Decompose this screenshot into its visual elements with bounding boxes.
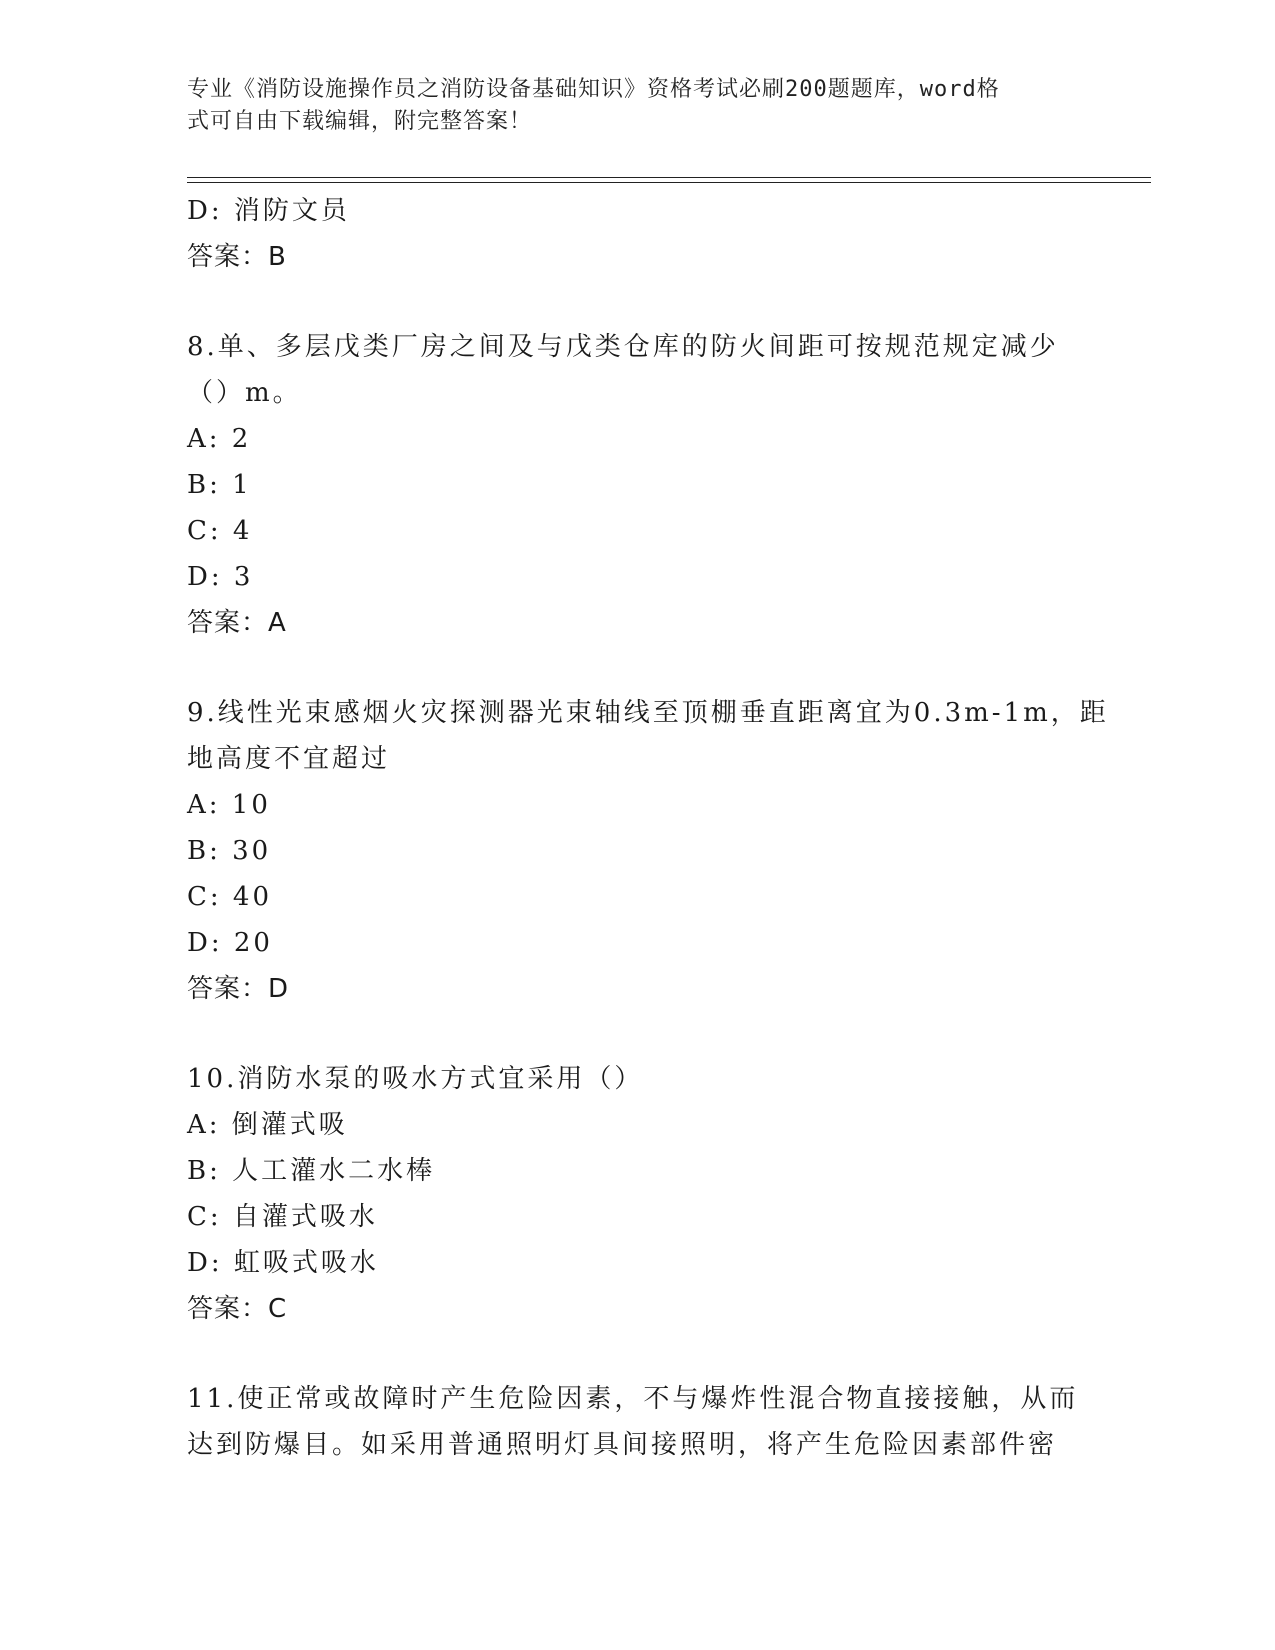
- question-11: [187, 1376, 1087, 1468]
- option-c: C: 40: [187, 882, 273, 912]
- option-a: A: 2: [187, 424, 252, 454]
- option-b: B: 30: [187, 836, 272, 866]
- question-text-line: 11.使正常或故障时产生危险因素，不与爆炸性混合物直接接触，从而: [187, 1384, 1079, 1414]
- question-text-line: 8.单、多层戊类厂房之间及与戊类仓库的防火间距可按规范规定减少: [187, 332, 1059, 362]
- option-c: C: 4: [187, 516, 253, 546]
- option-d: D: 虹吸式吸水: [187, 1248, 379, 1278]
- option-b: B: 1: [187, 470, 252, 500]
- header-divider-bottom: [187, 182, 1151, 183]
- question-text-line: 9.线性光束感烟火灾探测器光束轴线至顶棚垂直距离宜为0.3m-1m，距: [187, 698, 1109, 728]
- option-a: A: 倒灌式吸: [187, 1110, 348, 1140]
- answer: 答案：C: [187, 1294, 288, 1324]
- option-b: B: 人工灌水二水棒: [187, 1156, 436, 1186]
- question-list: [187, 188, 1109, 1468]
- option-a: A: 10: [187, 790, 271, 820]
- option-c: C: 自灌式吸水: [187, 1202, 378, 1232]
- question-text-line: （）m。: [187, 378, 302, 408]
- question-text-line: 10.消防水泵的吸水方式宜采用（）: [187, 1064, 644, 1094]
- option-d: D: 20: [187, 928, 273, 958]
- question-10: [187, 1056, 1087, 1332]
- question-text-line: 达到防爆目。如采用普通照明灯具间接照明，将产生危险因素部件密: [187, 1430, 1058, 1460]
- answer: 答案：D: [187, 974, 290, 1004]
- answer: 答案：B: [187, 242, 287, 272]
- option-d: D: 消防文员: [187, 196, 350, 226]
- header-title-line-2: 式可自由下载编辑，附完整答案！: [187, 109, 533, 134]
- question-7-continued: [187, 188, 1087, 280]
- question-8: [187, 324, 1087, 646]
- document-header: [187, 74, 1067, 138]
- header-divider-top: [187, 177, 1151, 178]
- answer: 答案：A: [187, 608, 287, 638]
- question-text-line: 地高度不宜超过: [187, 744, 391, 774]
- question-9: [187, 690, 1109, 1012]
- header-title-line-1: 专业《消防设施操作员之消防设备基础知识》资格考试必刷200题题库，word格: [187, 77, 1000, 102]
- option-d: D: 3: [187, 562, 254, 592]
